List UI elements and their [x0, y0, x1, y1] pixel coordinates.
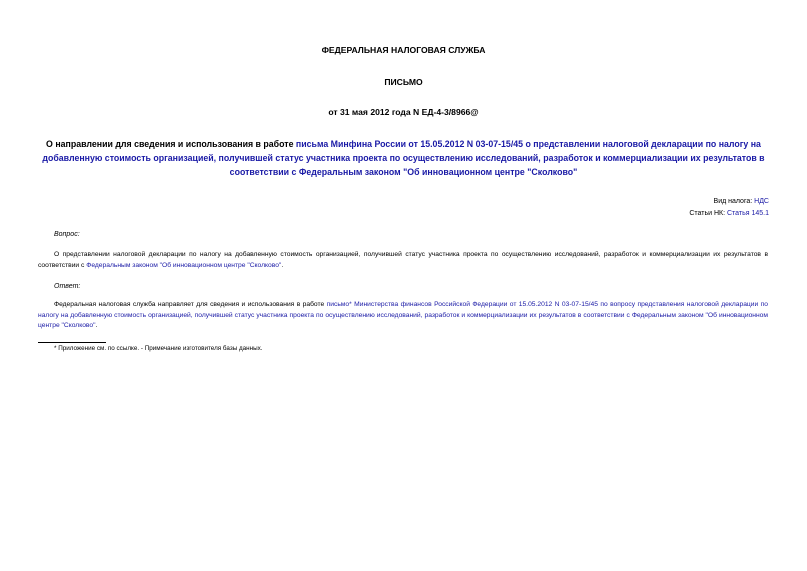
answer-text-suffix: . [95, 322, 98, 329]
document-type: ПИСЬМО [384, 77, 423, 87]
tax-type-label: Вид налога: [713, 198, 755, 205]
question-text [38, 250, 768, 271]
document-subject [36, 137, 771, 179]
answer-letter-link[interactable]: письмо* Министерства финансов Российской Федерации от 15.05.2012 N 03-07-15/45 по вопросу представления налоговой декларации по налогу на добавленную стоимость организацией, получившей статус участника проекта по осуществлению исследований, разработок и коммерциализации их результатов в соответствии с Федеральным законом "Об инновационном центре "Сколково" [38, 301, 768, 329]
tax-articles-label: Статьи НК: [689, 210, 727, 217]
question-label: Вопрос: [54, 231, 80, 238]
tax-articles-line [689, 210, 769, 217]
answer-text-prefix: Федеральная налоговая служба направляет для сведения и использования в работе [54, 301, 327, 308]
footnote-divider [38, 342, 106, 343]
question-law-link[interactable]: Федеральным законом "Об инновационном центре "Сколково" [86, 261, 282, 269]
question-text-prefix: О представлении налоговой декларации по налогу на добавленную стоимость организацией, получившей статус участника проекта по осуществлению исследований, разработок и коммерциализации их результатов в соответствии с [38, 251, 768, 269]
answer-text [38, 300, 768, 332]
organization-name: ФЕДЕРАЛЬНАЯ НАЛОГОВАЯ СЛУЖБА [321, 45, 486, 55]
tax-type-link[interactable]: НДС [754, 198, 769, 205]
question-text-suffix: . [281, 261, 284, 269]
tax-article-link[interactable]: Статья 145.1 [726, 210, 769, 217]
tax-type-line [714, 198, 769, 205]
subject-prefix: О направлении для сведения и использования в работе [46, 139, 296, 149]
subject-link[interactable]: письма Минфина России от 15.05.2012 N 03-07-15/45 о представлении налоговой декларации по налогу на добавленную стоимость организацией, получившей статус участника проекта по осуществлению исследований, разработок и коммерциализации их результатов в соответствии с Федеральным законом "Об инновационном центре "Сколково" [42, 139, 765, 177]
footnote: * Приложение см. по ссылке. - Примечание изготовителя базы данных. [54, 345, 263, 352]
document-date-number: от 31 мая 2012 года N ЕД-4-3/8966@ [328, 107, 479, 117]
answer-label: Ответ: [54, 283, 81, 290]
